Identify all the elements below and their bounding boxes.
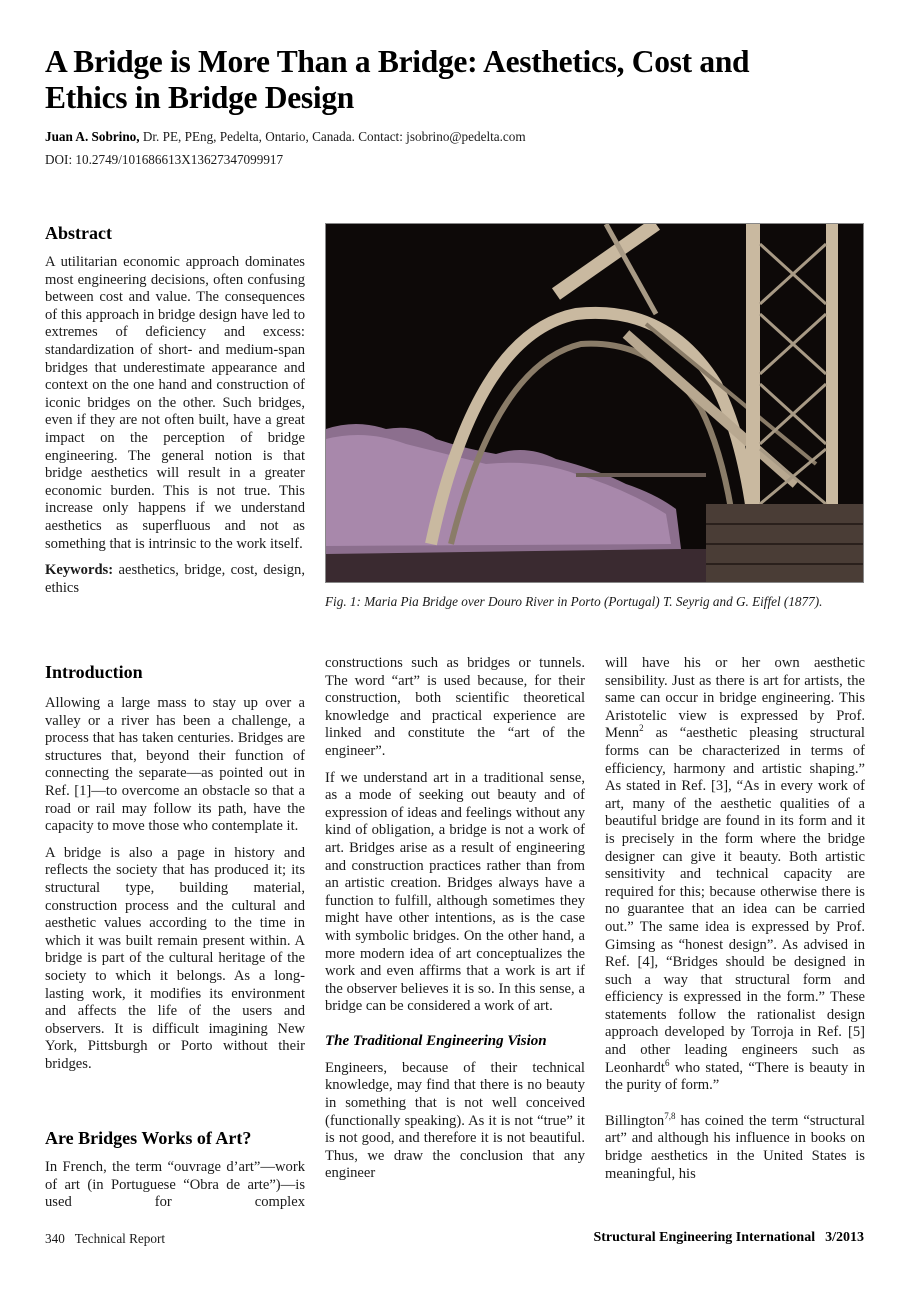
- traditional-vision-paragraph: Engineers, because of their technical knowledge, may find that there is no beauty in something that is not well conceived (functionally speaking). As it is not “true” it is not good, and therefore it is not beautiful. Thus, we draw the conclusion that any engineer: [325, 1059, 585, 1182]
- figure-caption: Fig. 1: Maria Pia Bridge over Douro River in Porto (Portugal) T. Seyrig and G. Eiffel (1877).: [325, 594, 823, 609]
- footnote-ref: 7,8: [664, 1110, 676, 1121]
- abstract-heading: Abstract: [45, 223, 112, 243]
- billington-paragraph: [605, 1110, 865, 1183]
- works-of-art-heading: Are Bridges Works of Art?: [45, 1128, 252, 1148]
- page-footer-left: [45, 1231, 165, 1247]
- footnote-ref: 2: [639, 723, 644, 734]
- doi: DOI: 10.2749/101686613X13627347099917: [45, 152, 284, 167]
- keywords: [45, 562, 305, 597]
- author-affiliation: Dr. PE, PEng, Pedelta, Ontario, Canada. Contact: jsobrino@pedelta.com: [139, 129, 526, 144]
- introduction-paragraph: A bridge is also a page in history and reflects the society that has produced it; its structural type, building material, construction process and the cultural and aesthetic values according to the time in which it was built remain present within. A bridge is part of the cultural heritage of the society to which it belongs. As a long-lasting work, it modifies its environment and affects the life of the users and observers. It is difficult imagining New York, Pittsburgh or Porto without their bridges.: [45, 844, 305, 1072]
- figure-bridge-photo: [325, 223, 864, 583]
- issue-number: 3/2013: [825, 1230, 864, 1245]
- text-run: Billington: [605, 1112, 665, 1129]
- introduction-paragraph: Allowing a large mass to stay up over a valley or a river has been a challenge, a process that has taken centuries. Bridges are structures that, beyond their function of connecting the separate—as pointed out in Ref. [1]—to overcome an obstacle so that a road or rail may follow its path, have the capacity to move those who contemplate it.: [45, 695, 305, 835]
- author-line: [45, 128, 526, 146]
- page-number: 340: [45, 1231, 65, 1246]
- introduction-heading: Introduction: [45, 662, 143, 682]
- article-title: A Bridge is More Than a Bridge: Aesthetics, Cost and Ethics in Bridge Design: [45, 44, 750, 115]
- traditional-vision-paragraph-continued: [605, 655, 865, 1095]
- text-run: has coined the term “structural art” and although his influence in books on bridge aesthetics in the United States is meaningful, his: [605, 1112, 865, 1182]
- introduction-section: [45, 661, 305, 1082]
- keywords-list: aesthetics, bridge, cost, design, ethics: [45, 562, 305, 596]
- column-3: [605, 655, 865, 1192]
- maria-pia-bridge-image: [326, 224, 864, 583]
- author-name: Juan A. Sobrino,: [45, 129, 140, 144]
- keywords-label: Keywords:: [45, 562, 114, 579]
- section-label: Technical Report: [74, 1231, 166, 1246]
- works-of-art-section: [45, 1127, 305, 1221]
- journal-name: Structural Engineering International: [593, 1230, 816, 1245]
- abstract-text: A utilitarian economic approach dominates most engineering decisions, often confusing between cost and value. The consequences of this approach in bridge design have led to extremes of deficiency and excess: standardization of short- and medium-span bridges that underestimate appearance and context on the one hand and construction of iconic bridges on the other. Such bridges, even if they are not often built, have a great impact on the perception of bridge engineering. The general notion is that bridge aesthetics will result in a greater economic burden. This is not true. This increase only happens if we understand aesthetics as superfluous and not as something that is intrinsic to the work itself.: [45, 254, 305, 552]
- page-footer-right: [593, 1230, 864, 1246]
- works-of-art-paragraph: If we understand art in a traditional sense, as a mode of seeking out beauty and of expression of ideas and feelings without any kind of obligation, a bridge is not a work of art. Bridges arise as a result of engineering and construction practices rather than from an artistic creation. Bridges always have a function to fulfill, although sometimes they might have other intentions, as is the case with symbolic bridges. On the other hand, a more modern idea of art conceptualizes the work and even affirms that a work is art if the observer believes it is so. In this sense, a bridge can be considered a work of art.: [325, 769, 585, 1015]
- works-of-art-paragraph: In French, the term “ouvrage d’art”—work of art (in Portuguese “Obra de arte”)—is used for complex: [45, 1159, 305, 1211]
- column-2: [325, 655, 585, 1192]
- text-run: who stated, “There is beauty in the purity of form.”: [605, 1059, 865, 1094]
- text-run: will have his or her own aesthetic sensibility. Just as there is art for artists, the same can occur in bridge engineering. This Aristotelic view is expressed by Prof. Menn: [605, 655, 865, 742]
- works-of-art-paragraph-continued: constructions such as bridges or tunnels. The word “art” is used because, for their construction, both scientific theoretical knowledge and practical experience are linked and constitute the “art of the engineer”.: [325, 655, 585, 759]
- traditional-vision-heading: The Traditional Engineering Vision: [325, 1032, 547, 1049]
- footnote-ref: 6: [664, 1057, 670, 1068]
- abstract-section: [45, 222, 305, 606]
- text-run: as “aesthetic pleasing structural forms can be characterized in terms of efficiency, harmony and artistic shaping.” As stated in Ref. [3], “As in every work of art, many of the aesthetic qualities of a beautiful bridge are found in its form and it is precisely in the form where the bridge designer can give it beauty. Both artistic sensitivity and technical capacity are required for this; because otherwise there is no guarantee that an idea can be carried out.” The same idea is expressed by Prof. Gimsing as “honest design”. As advised in Ref. [4], “Bridges should be designed in such a way that structural form and efficiency is expressed in the form.” These statements follow the rationalist design approach developed by Torroja in Ref. [5] and other leading engineers such as Leonhardt: [605, 725, 865, 1076]
